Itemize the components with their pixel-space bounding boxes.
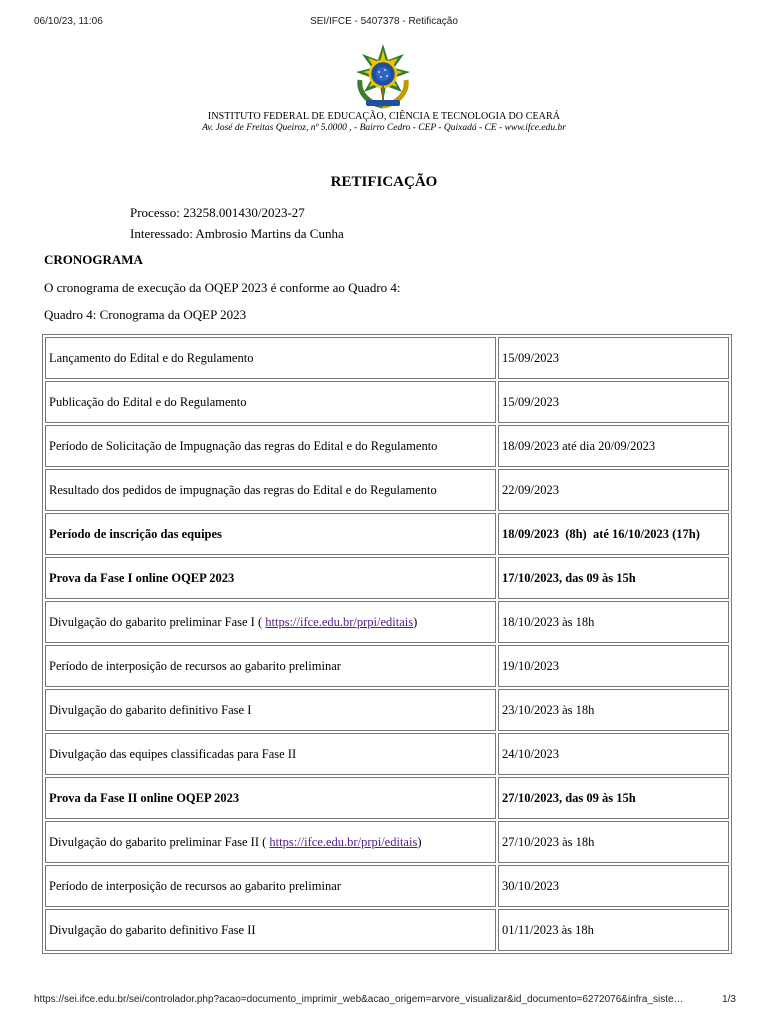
event-cell: Divulgação do gabarito definitivo Fase I: [45, 689, 496, 731]
event-cell: Período de inscrição das equipes: [45, 513, 496, 555]
print-url: https://sei.ifce.edu.br/sei/controlador.php?acao=documento_imprimir_web&acao_origem=arvore_visualizar&id_documento=6272076&infra_siste…: [34, 994, 684, 1005]
date-cell: 15/09/2023: [498, 337, 729, 379]
table-row: [45, 469, 729, 511]
table-row: [45, 777, 729, 819]
table-row: [45, 601, 729, 643]
table-row: [45, 425, 729, 467]
event-cell: Publicação do Edital e do Regulamento: [45, 381, 496, 423]
date-cell: 27/10/2023 às 18h: [498, 821, 729, 863]
event-cell: Período de interposição de recursos ao gabarito preliminar: [45, 865, 496, 907]
interested-party: Interessado: Ambrosio Martins da Cunha: [130, 226, 344, 241]
event-text: Divulgação do gabarito preliminar Fase II (: [49, 834, 270, 849]
event-cell: [45, 601, 496, 643]
date-cell: 17/10/2023, das 09 às 15h: [498, 557, 729, 599]
table-row: [45, 557, 729, 599]
table-row: [45, 821, 729, 863]
intro-paragraph: O cronograma de execução da OQEP 2023 é conforme ao Quadro 4:: [44, 280, 401, 295]
section-heading: CRONOGRAMA: [44, 252, 143, 267]
event-cell: [45, 821, 496, 863]
table-row: [45, 645, 729, 687]
table-caption: Quadro 4: Cronograma da OQEP 2023: [44, 307, 247, 322]
event-cell: Lançamento do Edital e do Regulamento: [45, 337, 496, 379]
table-row: [45, 513, 729, 555]
schedule-table: [42, 334, 732, 954]
date-cell: 27/10/2023, das 09 às 15h: [498, 777, 729, 819]
institution-name: INSTITUTO FEDERAL DE EDUCAÇÃO, CIÊNCIA E TECNOLOGIA DO CEARÁ: [207, 111, 561, 122]
editais-link[interactable]: https://ifce.edu.br/prpi/editais: [269, 834, 418, 849]
brazil-coat-of-arms-icon: [348, 42, 418, 112]
editais-link[interactable]: https://ifce.edu.br/prpi/editais: [265, 614, 414, 629]
print-page-title: SEI/IFCE - 5407378 - Retificação: [310, 16, 458, 27]
event-text: Divulgação do gabarito preliminar Fase I (: [49, 614, 266, 629]
table-row: [45, 909, 729, 951]
date-cell: 23/10/2023 às 18h: [498, 689, 729, 731]
event-text-suffix: ): [417, 834, 422, 849]
table-row: [45, 733, 729, 775]
date-cell: 01/11/2023 às 18h: [498, 909, 729, 951]
date-cell: 18/10/2023 às 18h: [498, 601, 729, 643]
date-cell: 18/09/2023 (8h) até 16/10/2023 (17h): [498, 513, 729, 555]
table-row: [45, 865, 729, 907]
print-datetime: 06/10/23, 11:06: [34, 16, 103, 27]
table-row: [45, 689, 729, 731]
table-row: [45, 381, 729, 423]
date-cell: 30/10/2023: [498, 865, 729, 907]
event-cell: Período de Solicitação de Impugnação das regras do Edital e do Regulamento: [45, 425, 496, 467]
document-title: RETIFICAÇÃO: [330, 174, 438, 190]
print-page-number: 1/3: [722, 994, 736, 1005]
event-cell: Divulgação das equipes classificadas para Fase II: [45, 733, 496, 775]
date-cell: 19/10/2023: [498, 645, 729, 687]
event-cell: Período de interposição de recursos ao gabarito preliminar: [45, 645, 496, 687]
institution-address: Av. José de Freitas Queiroz, nº 5.0000 , - Bairro Cedro - CEP - Quixadá - CE - www.ifce.edu.br: [202, 123, 566, 133]
table-row: [45, 337, 729, 379]
event-cell: Prova da Fase II online OQEP 2023: [45, 777, 496, 819]
date-cell: 18/09/2023 até dia 20/09/2023: [498, 425, 729, 467]
process-number: Processo: 23258.001430/2023-27: [130, 205, 305, 220]
event-cell: Prova da Fase I online OQEP 2023: [45, 557, 496, 599]
event-cell: Divulgação do gabarito definitivo Fase II: [45, 909, 496, 951]
event-cell: Resultado dos pedidos de impugnação das regras do Edital e do Regulamento: [45, 469, 496, 511]
date-cell: 15/09/2023: [498, 381, 729, 423]
event-text-suffix: ): [413, 614, 418, 629]
date-cell: 22/09/2023: [498, 469, 729, 511]
date-cell: 24/10/2023: [498, 733, 729, 775]
